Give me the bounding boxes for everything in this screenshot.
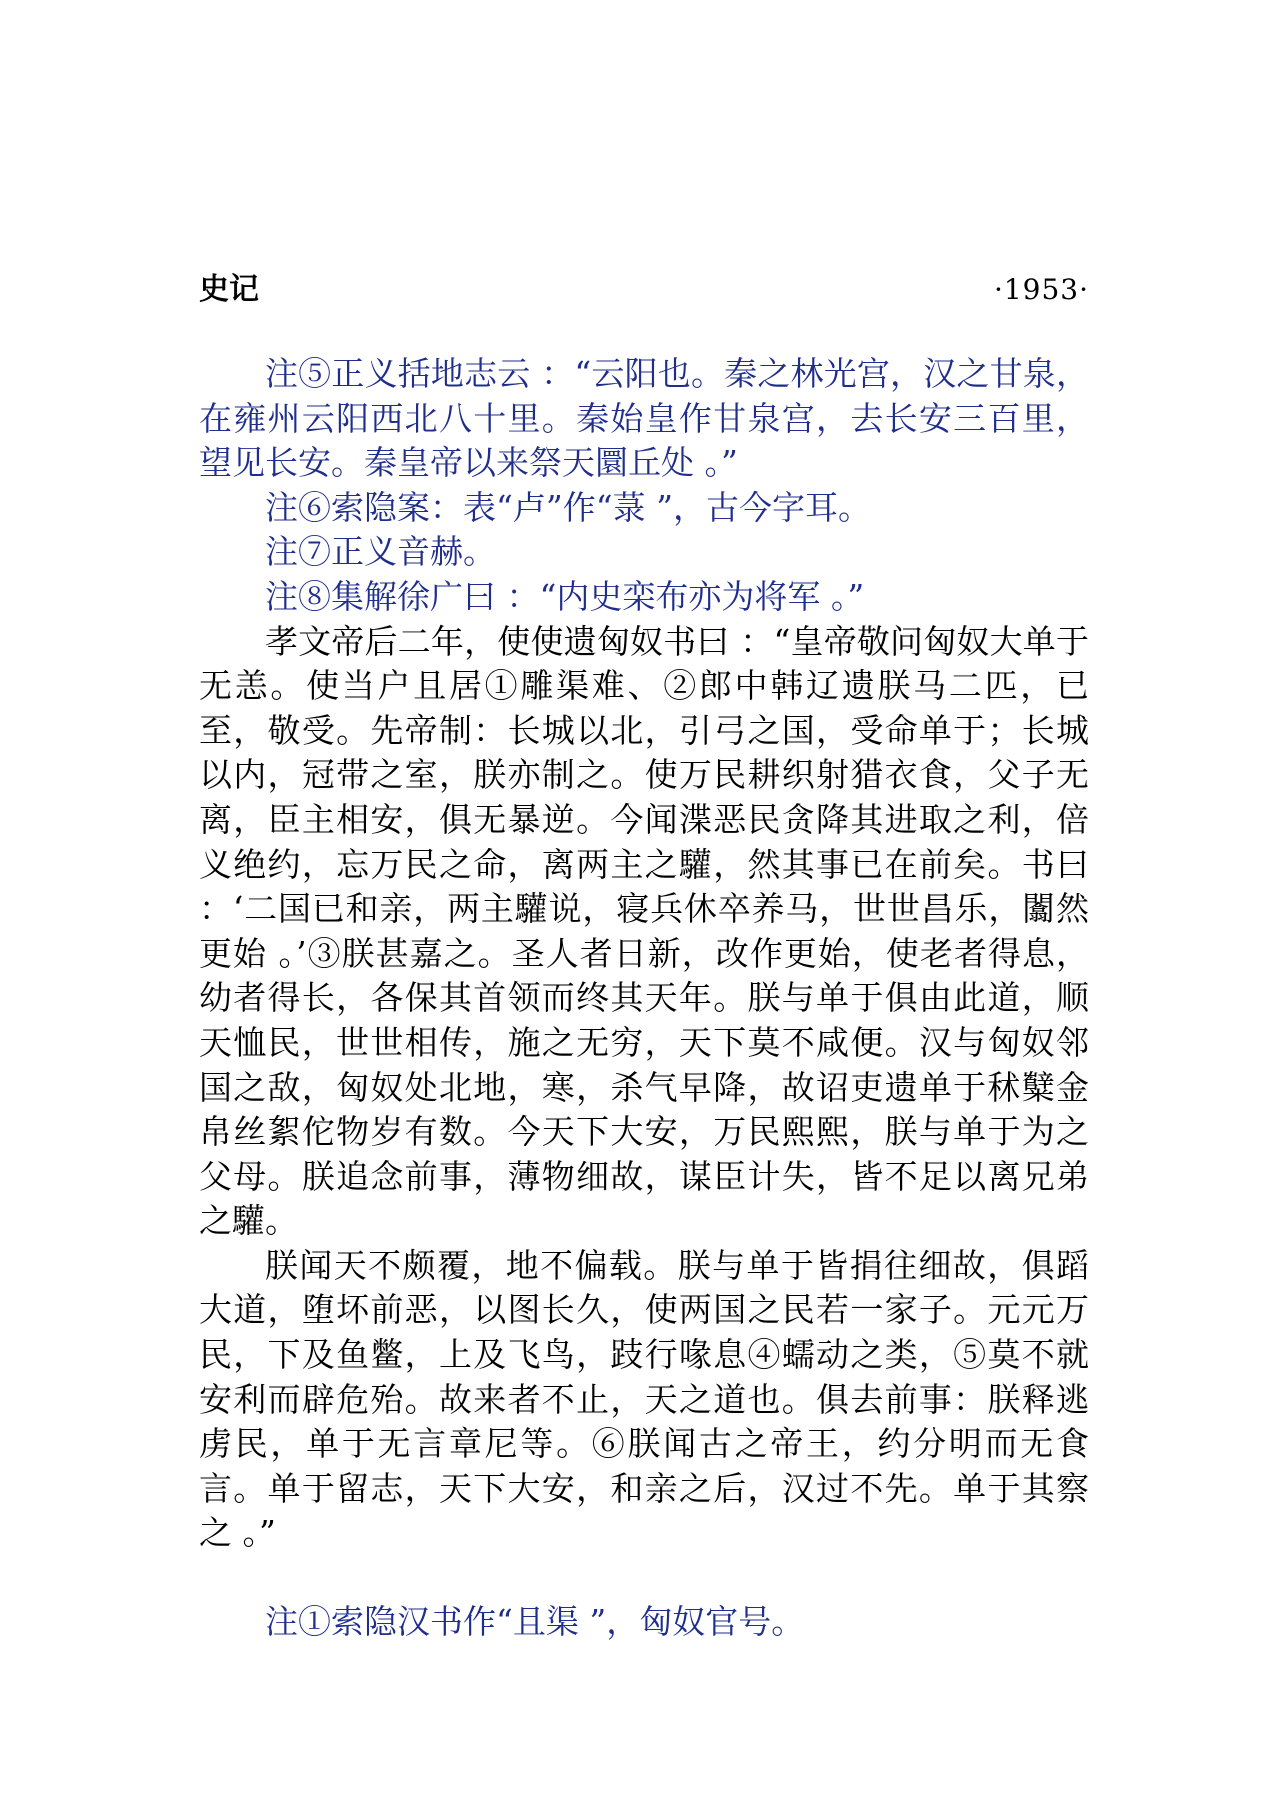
annotation-note-7: 注⑦正义音赫。 [265,532,496,572]
annotation-note-5: 注⑤正义括地志云 ：“云阳也。秦之林光宫，汉之甘泉，在雍州云阳西北八十里。秦始皇作甘泉宫，去长安三百里，望见长安。秦皇帝以来祭天圜丘处 。” [199,354,1089,483]
annotation-note-6: 注⑥索隐案：表“卢”作“菉 ”，古今字耳。 [265,487,871,527]
page-body [199,352,1089,1645]
section-spacer [199,1556,1089,1600]
book-title: 史记 [199,272,259,307]
main-text-paragraph: 朕闻天不颇覆，地不偏载。朕与单于皆捐往细故，俱蹈大道，堕坏前恶，以图长久，使两国之民若一家子。元元万民，下及鱼鳖，上及飞鸟，跂行喙息④蠕动之类，⑤莫不就安利而辟危殆。故来者不止，天之道也。俱去前事：朕释逃虏民，单于无言章尼等。⑥朕闻古之帝王，约分明而无食言。单于留志，天下大安，和亲之后，汉过不先。单于其察之 。” [199,1245,1089,1553]
annotation-note-8: 注⑧集解徐广曰 ：“内史栾布亦为将军 。” [265,576,865,616]
page-number: ·1953· [993,273,1089,306]
annotation-note-1: 注①索隐汉书作“且渠 ”，匈奴官号。 [265,1602,805,1642]
page-header [199,268,1089,312]
main-text-paragraph: 孝文帝后二年，使使遗匈奴书曰 ：“皇帝敬问匈奴大单于无恙。使当户且居①雕渠难、②郎中韩辽遗朕马二匹，已至，敬受。先帝制：长城以北，引弓之国，受命单于；长城以内，冠带之室，朕亦制之。使万民耕织射猎衣食，父子无离，臣主相安，俱无暴逆。今闻渫恶民贪降其进取之利，倍义绝约，忘万民之命，离两主之驩，然其事已在前矣。书曰 ：‘二国已和亲，两主驩说，寝兵休卒养马，世世昌乐，闟然更始 。’③朕甚嘉之。圣人者日新，改作更始，使老者得息，幼者得长，各保其首领而终其天年。朕与单于俱由此道，顺天恤民，世世相传，施之无穷，天下莫不咸便。汉与匈奴邻国之敌，匈奴处北地，寒，杀气早降，故诏吏遗单于秫糱金帛丝絮佗物岁有数。今天下大安，万民熙熙，朕与单于为之父母。朕追念前事，薄物细故，谋臣计失，皆不足以离兄弟之驩。 [199,621,1089,1241]
